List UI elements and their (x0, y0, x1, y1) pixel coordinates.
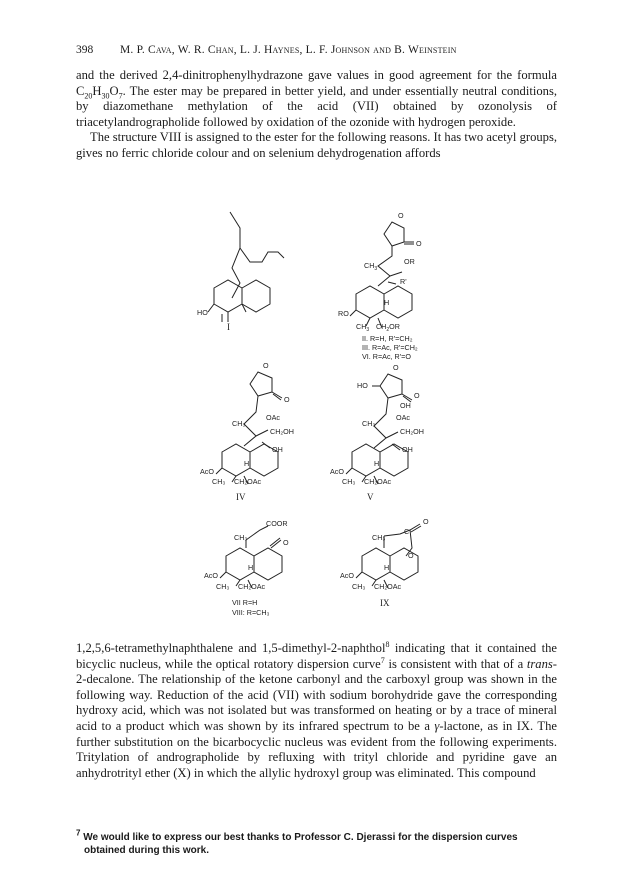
struct5-ch3b: CH₃ (342, 477, 356, 486)
struct7-legend-2: VIII: R=CH₃ (232, 608, 270, 617)
struct5-o-ring: O (393, 363, 399, 372)
struct4-aco: AcO (200, 467, 214, 476)
structure-I-ho: HO (197, 308, 208, 317)
page-number: 398 (76, 44, 94, 56)
formula-h: H (92, 83, 102, 98)
structure-IV (200, 361, 294, 502)
struct4-ch3: CH₃ (232, 419, 246, 428)
structure-IX-numeral: IX (380, 598, 390, 608)
paragraph-bottom-text-1: 1,2,5,6-tetramethylnaphthalene and 1,5-dimethyl-2-naphthol (76, 641, 386, 655)
structure-V (330, 363, 424, 502)
struct2-o-ring: O (398, 211, 404, 220)
struct4-ch2oac: CH₂OAc (234, 477, 262, 486)
struct9-aco: AcO (340, 571, 354, 580)
paragraph-top-text-1: and the derived 2,4-dinitrophenylhydrazone gave values in good agreement for the formula C (76, 68, 557, 98)
structure-I-numeral: I (227, 322, 230, 332)
struct9-h: H (384, 563, 390, 572)
struct9-ch3b: CH₃ (352, 582, 366, 591)
structure-IV-numeral: IV (236, 492, 246, 502)
struct2-ch2or: $CH_2OR$ (376, 322, 400, 333)
footnote (76, 828, 557, 857)
paragraph-top-text-3: The structure VIII is assigned to the ester for the following reasons. It has two acetyl groups, gives no ferric chloride colour and on selenium dehydrogenation affords (76, 130, 558, 160)
footnote-line-1: We would like to express our best thanks to Professor C. Djerassi for the dispersion curves (80, 832, 518, 843)
struct4-oac: OAc (266, 413, 280, 422)
structure-I (197, 212, 284, 332)
struct5-aco: AcO (330, 467, 344, 476)
struct2-legend-2: III. R=Ac, R'=CH₂ (362, 343, 418, 352)
footnote-line-2: obtained during this work. (84, 844, 209, 856)
structure-IX (340, 517, 429, 608)
struct7-ch3: CH₃ (234, 533, 248, 542)
struct2-ch3b: $CH_3$ (356, 322, 370, 333)
struct2-h: H (384, 298, 390, 307)
paragraph-bottom-text-2: indicating that it contained the bicyclic nucleus, while the optical rotatory dispersion curve (76, 641, 557, 671)
struct7-aco: AcO (204, 571, 218, 580)
formula-sub-h: 30 (101, 91, 110, 101)
gamma-symbol: γ (434, 718, 440, 733)
struct7-coor: COOR (266, 519, 288, 528)
structure-VII-VIII (204, 519, 289, 617)
ref-7: 7 (380, 655, 385, 665)
struct4-o-ring: O (263, 361, 269, 370)
struct5-oh: OH (402, 445, 413, 454)
struct2-legend-1: II. R=H, R'=CH₂ (362, 334, 413, 343)
ref-8: 8 (385, 639, 390, 649)
paragraph-bottom-text-3: is consistent with that of a (384, 656, 527, 671)
struct4-ch2oh: CH₂OH (270, 427, 294, 436)
structure-II-VI (338, 211, 422, 361)
struct2-or: OR (404, 257, 415, 266)
structure-V-numeral: V (367, 492, 374, 502)
struct7-ch2oac: CH₂OAc (238, 582, 266, 591)
formula-o: O (109, 83, 119, 98)
trans-italic: trans (526, 656, 553, 671)
struct2-ch3: $CH_3$ (364, 261, 378, 272)
struct7-legend-1: VII R=H (232, 598, 258, 607)
struct5-h: H (374, 459, 380, 468)
struct4-h: H (244, 459, 250, 468)
paragraph-bottom-text-4: -2-decalone. The relationship of the ketone carbonyl and the carboxyl group was shown in the following way. Reduction of the acid (VII) with sodium borohydride gave the corresponding hydroxy acid, which was not isolated but was transformed on heating or by a trace of mineral acid to a product which was shown by its infrared spectrum to be a (76, 656, 557, 733)
struct2-ro: RO (338, 309, 349, 318)
struct4-oh: OH (272, 445, 283, 454)
struct9-o-ring: O (408, 551, 414, 560)
paragraph-top-text-2: . The ester may be prepared in better yield, and under essentially neutral conditions, by diazomethane methylation of the acid (VII) obtained by ozonolysis of triacetylandrographolide followed by oxidation of the ozonide with hydrogen peroxide. (76, 83, 557, 129)
struct5-ho: HO (357, 381, 368, 390)
struct5-oh-top: OH (400, 401, 411, 410)
struct7-o: O (283, 538, 289, 547)
paragraph-bottom-text-5: -lactone, as in IX. The further substitution on the bicarbocyclic nucleus was evident from the following experiments. Tritylation of andrographolide by refluxing with trityl chloride and pyridine gave an anhydrotrityl ether (X) in which the allylic hydroxyl group was eliminated. This compound (76, 718, 557, 780)
struct7-h: H (248, 563, 254, 572)
struct9-c: C (404, 527, 410, 536)
paragraph-bottom (76, 641, 557, 781)
struct2-o-carbonyl: O (416, 239, 422, 248)
formula-sub-c: 20 (84, 91, 93, 101)
struct5-ch2oac: CH₂OAc (364, 477, 392, 486)
struct7-ch3b: CH₃ (216, 582, 230, 591)
struct5-oac: OAc (396, 413, 410, 422)
struct9-ch2oac: CH₂OAc (374, 582, 402, 591)
struct5-o-carbonyl: O (414, 391, 420, 400)
author-list: M. P. Cava, W. R. Chan, L. J. Haynes, L. F. Johnson and B. Weinstein (120, 44, 457, 56)
struct4-o-carbonyl: O (284, 395, 290, 404)
struct2-legend-3: VI. R=Ac, R'=O (362, 352, 411, 361)
struct5-ch2oh: CH₂OH (400, 427, 424, 436)
struct5-ch3: CH₃ (362, 419, 376, 428)
struct4-ch3b: CH₃ (212, 477, 226, 486)
footnote-mark: 7 (76, 828, 81, 838)
formula-sub-o: 7 (118, 91, 123, 101)
struct2-rprime: R' (400, 277, 407, 286)
struct9-ch3: CH₃ (372, 533, 386, 542)
struct9-o-top: O (423, 517, 429, 526)
